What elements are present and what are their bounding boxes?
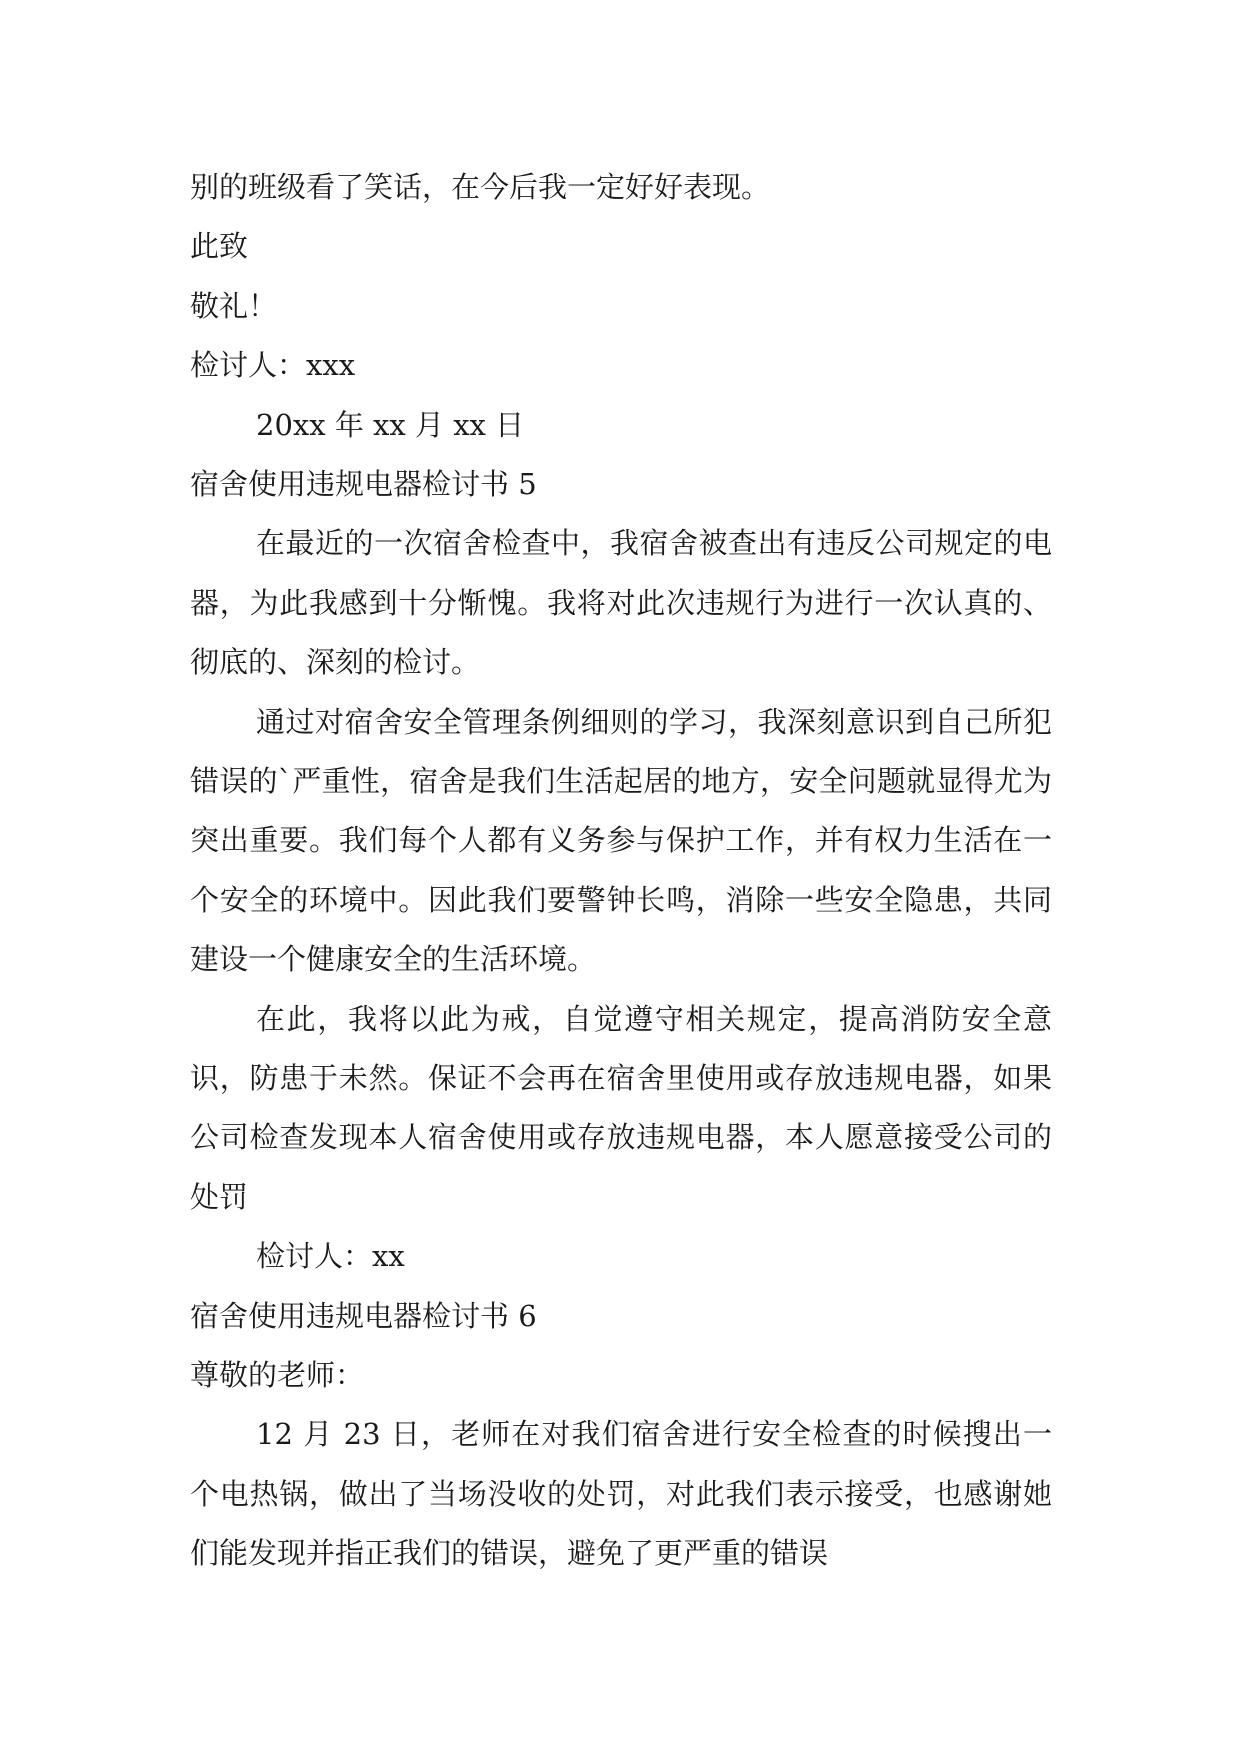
closing-salute: 敬礼！ (190, 288, 278, 323)
paragraph: 12 月 23 日，老师在对我们宿舍进行安全检查的时候搜出一个电热锅，做出了当场没收的处罚，对此我们表示接受，也感谢她们能发现并指正我们的错误，避免了更严重的错误 (190, 1417, 1052, 1571)
date-line: 20xx 年 xx 月 xx 日 (256, 407, 525, 442)
paragraph: 在此，我将以此为戒，自觉遵守相关规定，提高消防安全意识，防患于未然。保证不会再在宿舍里使用或存放违规电器，如果公司检查发现本人宿舍使用或存放违规电器，本人愿意接受公司的处罚 (190, 1001, 1052, 1214)
signer-line: 检讨人：xx (256, 1239, 405, 1274)
continuation-line: 别的班级看了笑话，在今后我一定好好表现。 (190, 170, 771, 204)
signer-line: 检讨人：xxx (190, 348, 356, 383)
salutation: 尊敬的老师： (190, 1358, 365, 1392)
document-body (190, 158, 1052, 1584)
section-heading: 宿舍使用违规电器检讨书 5 (190, 466, 537, 501)
paragraph: 通过对宿舍安全管理条例细则的学习，我深刻意识到自己所犯错误的`严重性，宿舍是我们生活起居的地方，安全问题就显得尤为突出重要。我们每个人都有义务参与保护工作，并有权力生活在一个安全的环境中。因此我们要警钟长鸣，消除一些安全隐患，共同建设一个健康安全的生活环境。 (190, 704, 1052, 977)
closing-greeting: 此致 (190, 229, 249, 264)
paragraph: 在最近的一次宿舍检查中，我宿舍被查出有违反公司规定的电器，为此我感到十分惭愧。我将对此次违规行为进行一次认真的、彻底的、深刻的检讨。 (190, 526, 1052, 680)
section-heading: 宿舍使用违规电器检讨书 6 (190, 1298, 537, 1333)
